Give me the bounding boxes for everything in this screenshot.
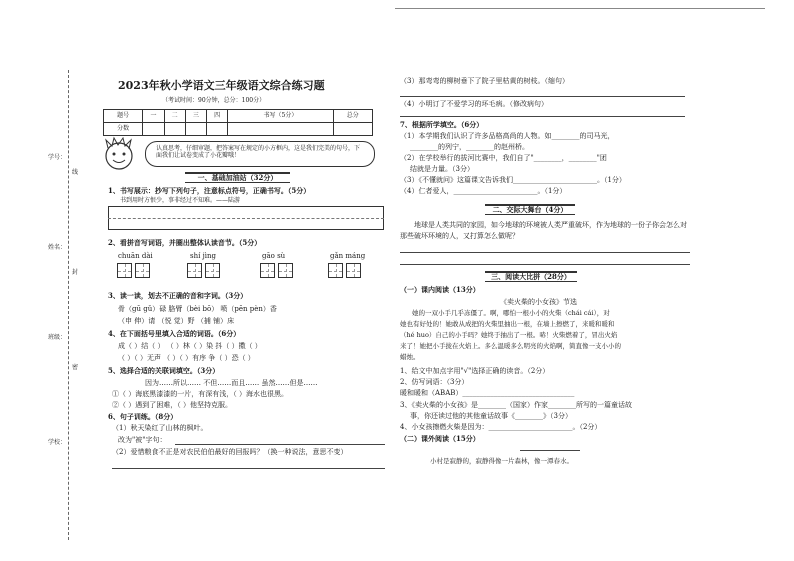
q5-head: 5、选择合适的关联词填空。（3分）: [108, 366, 220, 375]
q4-head: 4、在下面括号里填入合适的词语。（6分）: [108, 329, 241, 338]
class-label: 班级：: [48, 334, 67, 341]
char-box[interactable]: [135, 263, 150, 278]
binding-mark-seal: 封: [72, 269, 79, 276]
read1-a2b: 暖和暖和（ABAB）________________________________: [400, 389, 575, 397]
read2-head: （二）课外阅读（15分）: [400, 434, 480, 443]
cartoon-face-icon: [98, 136, 140, 172]
r4: （4）小明订了不爱学习的坏毛病。（修改病句）: [400, 100, 548, 108]
read2-p1: 小村是寂静的，寂静得像一片森林，像一潭春水。: [430, 457, 573, 465]
answer-line[interactable]: [112, 468, 385, 469]
char-box[interactable]: [117, 263, 132, 278]
binding-mark-line: 线: [72, 169, 79, 176]
read1-title: 《卖火柴的小女孩》节选: [500, 298, 577, 306]
title-line[interactable]: [520, 450, 580, 451]
answer-line[interactable]: [400, 116, 685, 117]
school-label: 学校：: [48, 439, 67, 446]
q7-l2: （2）在学校举行的拔河比赛中，我们自了"________，________"团: [400, 154, 607, 162]
q7-l3: （3）《不懂就问》这篇课文告诉我们________________________。（1分）: [400, 176, 626, 184]
answer-line[interactable]: [400, 96, 685, 97]
exam-info: （考试时间：90分钟，总分：100分）: [162, 97, 266, 104]
char-box[interactable]: [260, 263, 275, 278]
q5-a: ①（ ）海底黑漆漆的一片，有深有浅，（ ）海水也很黑。: [112, 390, 288, 398]
q7-l1: （1）本学期我们认识了许多品格高尚的人物。如________的司马光，: [400, 132, 615, 140]
student-id-label: 学号：: [48, 154, 67, 161]
read1-head: （一）课内阅读（13分）: [400, 285, 480, 294]
char-box[interactable]: [328, 263, 343, 278]
q1-head: 1、书写展示：抄写下列句子，注意标点符号，正确书写。（5分）: [108, 186, 311, 195]
student-name-label: 姓名：: [48, 244, 67, 251]
q6-s1: （1）秋天染红了山林的枫叶。: [112, 424, 208, 432]
char-box[interactable]: [187, 263, 202, 278]
answer-line[interactable]: [400, 264, 690, 265]
pinyin-1: chuān dài: [118, 252, 153, 260]
q6-s1b: 改为"被"字句：: [118, 436, 167, 444]
read1-p1: 她的一双小手几乎冻僵了。啊，哪怕一根小小的火柴（chái cái），对: [412, 309, 610, 317]
section-1-title: 一、基础加油站（32分）: [185, 172, 290, 183]
q7-head: 7、根据所学填空。（6分）: [400, 120, 484, 129]
instruction-bubble: 认真思考，仔细审题，把答案写在规定的小方框内，这是我们完美的句号，下面我们让试卷变成了小花瓣哦！: [145, 141, 375, 167]
char-box[interactable]: [346, 263, 361, 278]
q4-row2: （ ）（ ）无声 （ ）（ ）有序 争（ ）恐（ ）: [118, 354, 255, 362]
page-title: 2023年秋小学语文三年级语文综合练习题: [118, 79, 325, 92]
read1-a2: 2、仿写词语：（3分）: [400, 378, 469, 386]
answer-line[interactable]: [400, 252, 690, 253]
pinyin-3: gāo sù: [262, 252, 286, 260]
read1-a1: 1、给文中加点字用"√"选择正确的读音。（2分）: [400, 367, 550, 375]
q7-l2b: 结就是力量。（3分）: [410, 165, 474, 173]
sec2-text: 地球是人类共同的家园，如今地球的环境被人类严重破坏，作为地球的一份子你会怎么对那些破坏环境的人，又打算怎么做呢？: [400, 221, 687, 241]
binding-mark-secret: 密: [72, 364, 79, 371]
score-table: 题号 一 二 三 四 书写（5分） 总分 分数: [103, 109, 373, 136]
read1-a4: 4、小女孩擦燃火柴是因为：________________________。（2分）: [400, 423, 602, 431]
q6-s2: （2）爱惜粮食不正是对农民伯伯最好的回报吗？（换一种说法，意思不变）: [112, 448, 348, 456]
pinyin-2: shí jìng: [190, 252, 216, 260]
section-2-title: 二、交际大舞台（4分）: [485, 204, 575, 215]
q7-l4: （4）仁者爱人，________________________。（1分）: [400, 187, 567, 195]
top-rule: [395, 8, 765, 9]
read1-a3: 3、《卖火柴的小女孩》是________（国家）作家________所写的一篇童话故: [400, 401, 632, 409]
q3-row2: （申 伸）请 （悦 觉）野 （捕 铺）床: [118, 317, 235, 325]
read1-p4: 来了！她把小手拢在火焰上。多么温暖多么明亮的火焰啊，简直像一支小小的: [400, 342, 621, 350]
q5-options: 因为……所以…… 不但……而且…… 虽然……但是……: [145, 379, 318, 387]
section-3-title: 三、阅读大比拼（28分）: [485, 271, 577, 282]
q6-head: 6、句子训练。（8分）: [108, 412, 178, 421]
read1-p2: 她也有好处的！她敢从成把的火柴里抽出一根，在墙上擦燃了，来暖和暖和: [400, 320, 615, 328]
q7-l1b: ________的列宁，________的赵州桥。: [410, 143, 529, 151]
q4-row1: 成（ ）结（ ） （ ）林（ ）染 抖（ ）擞（ ）: [118, 342, 262, 350]
q1-sentence: 书到用时方恨少，事非经过不知难。——陆游: [120, 197, 241, 204]
read1-p5: 蜡烛。: [400, 353, 420, 361]
char-box[interactable]: [205, 263, 220, 278]
q3-row1: 骨（gū gǔ）碌 胳臂（bèi bō） 喷（pēn pèn）香: [118, 305, 277, 313]
q2-head: 2、看拼音写词语，并圈出整体认读音节。（5分）: [108, 238, 262, 247]
answer-line[interactable]: [175, 444, 385, 445]
q5-b: ②（ ）遇到了困难，（ ）他坚持克服。: [112, 401, 232, 409]
writing-guide: [108, 218, 384, 219]
binding-line: [68, 70, 69, 540]
r3: （3）那弯弯的柳树垂下了院子里枯黄的树枝。（缩句）: [400, 77, 569, 85]
read1-a3b: 事，你还读过他的其他童话故事《________》（3分）: [410, 412, 572, 420]
read1-p3: （hé huo）自己的小手吗？她终于抽出了一根。哧！火柴燃着了，冒出火焰: [400, 331, 618, 339]
char-box[interactable]: [278, 263, 293, 278]
q3-head: 3、读一读，划去不正确的音和字词。（3分）: [108, 291, 248, 300]
pinyin-4: gǎn máng: [330, 252, 366, 260]
